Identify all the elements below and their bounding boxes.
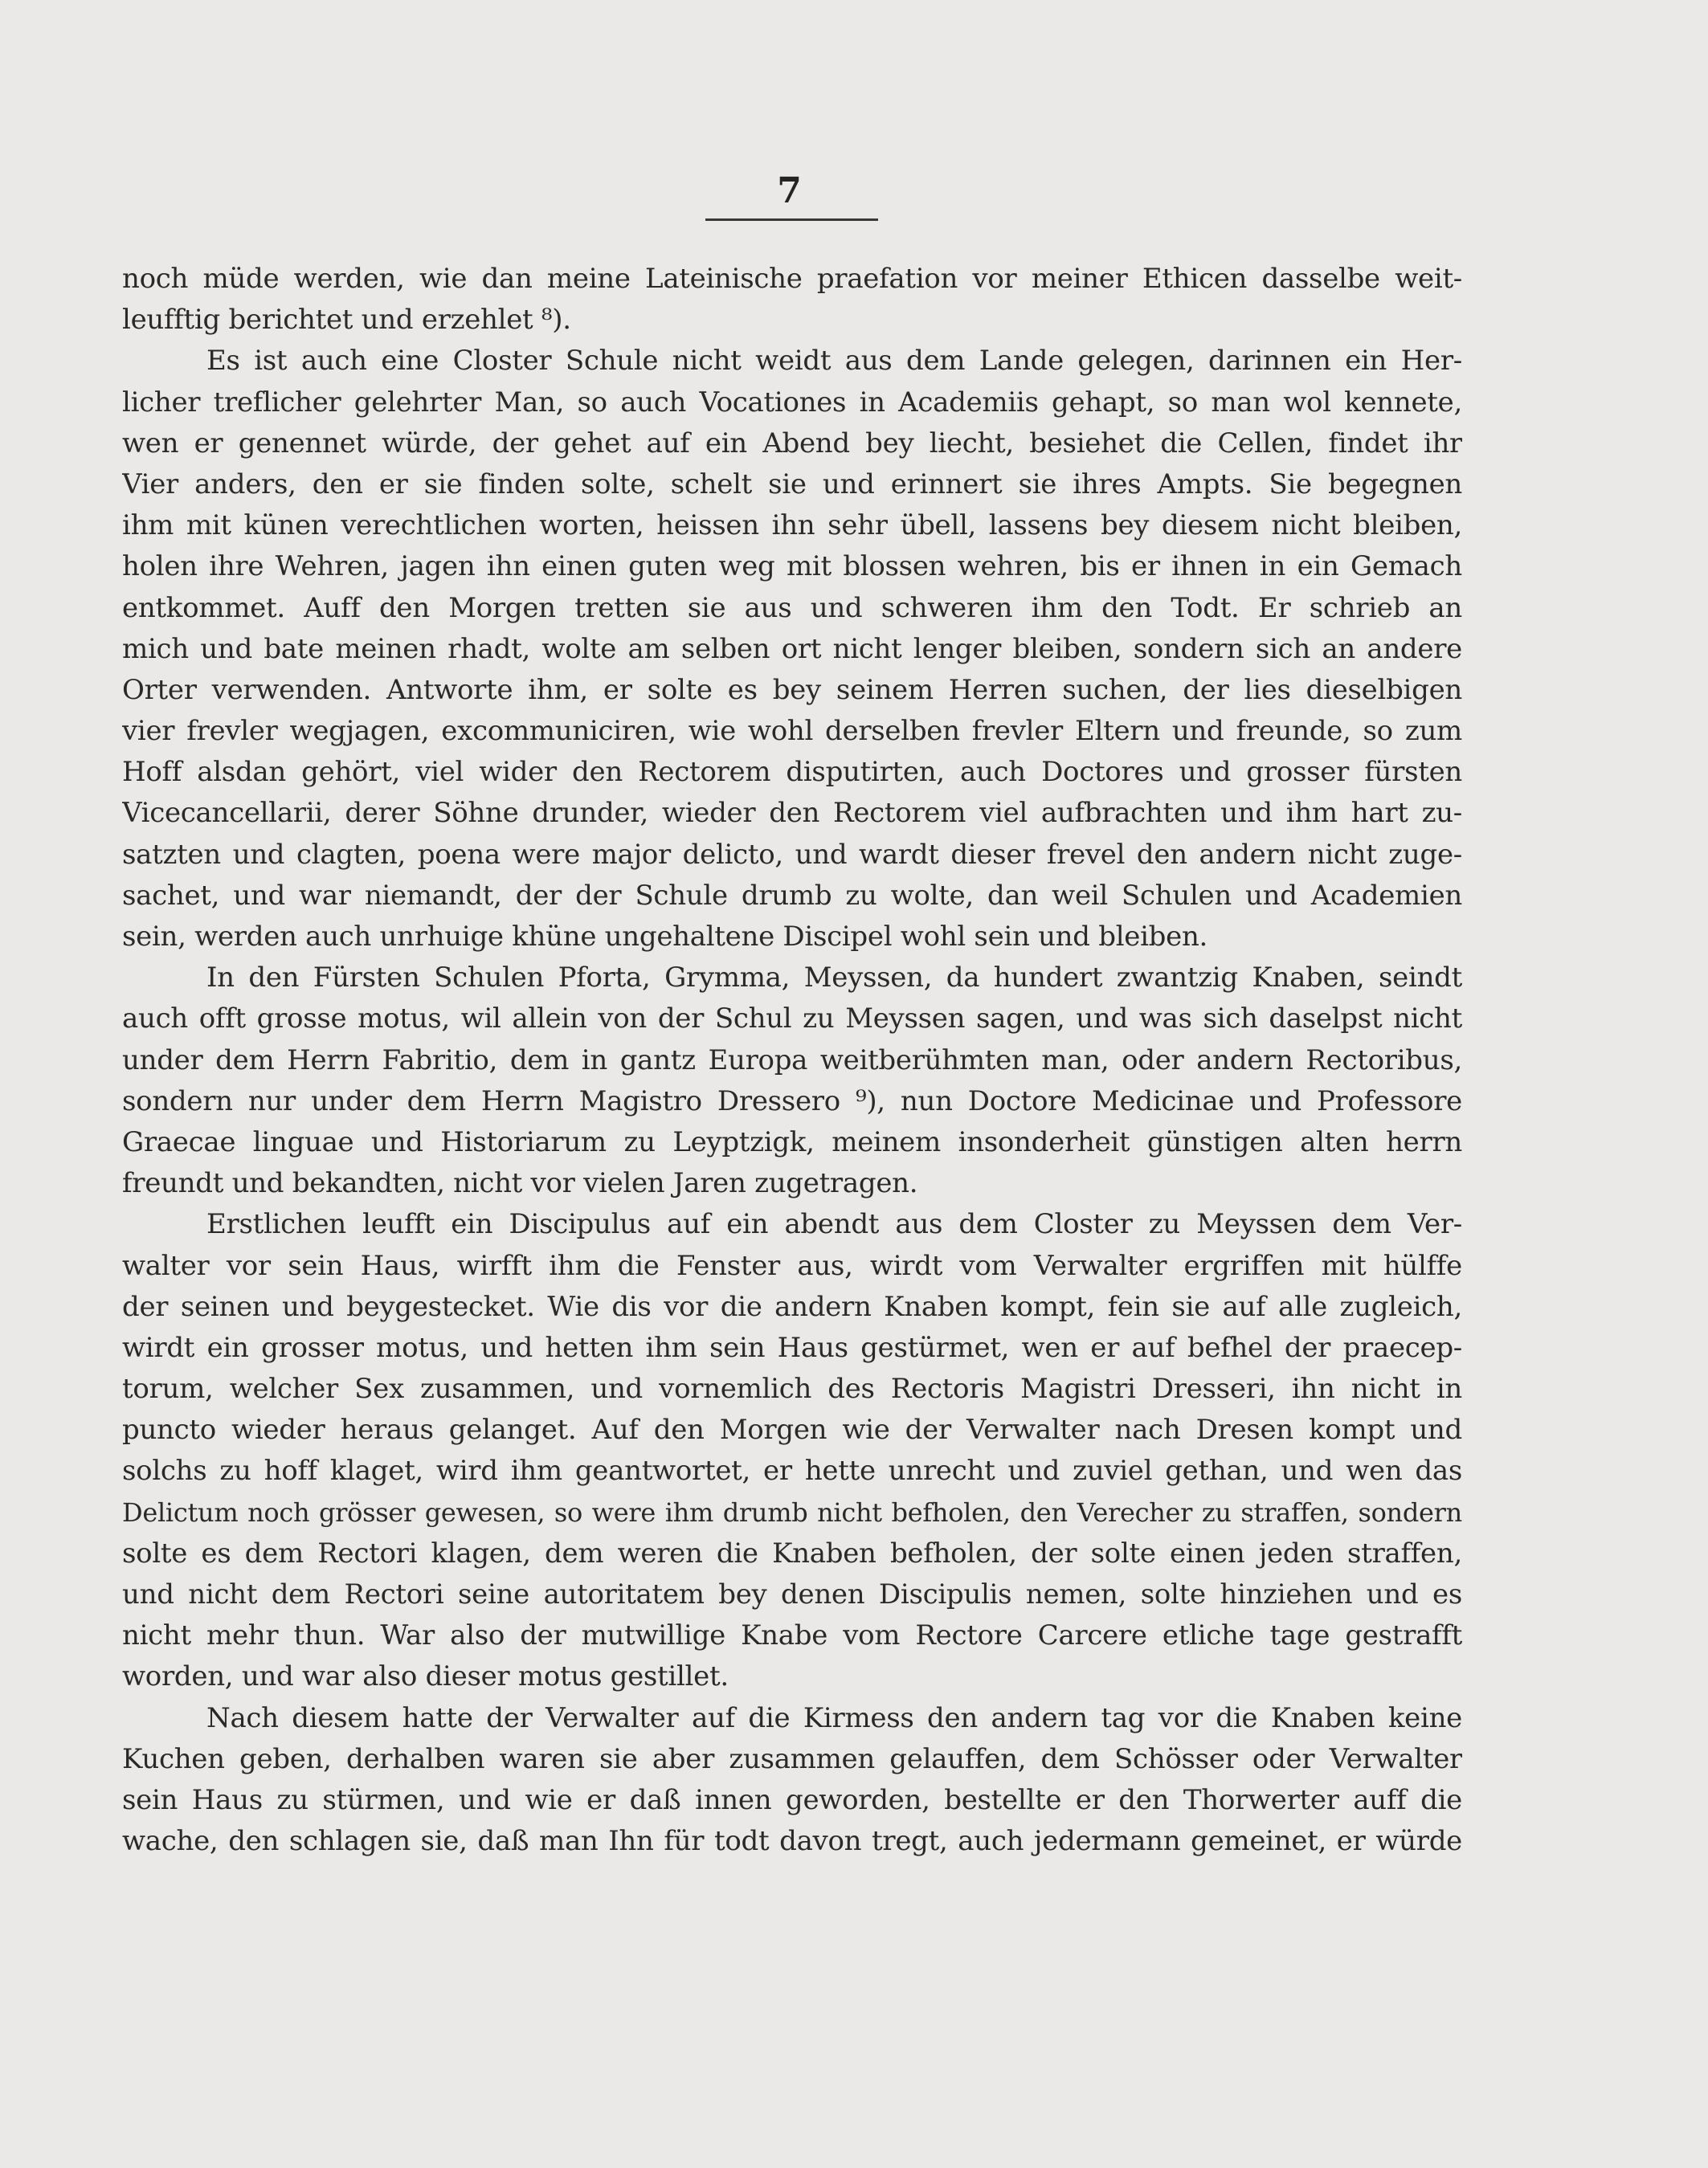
text-line: wirdt ein grosser motus, und hetten ihm sein Haus gestürmet, wen er auf befhel der praecep- xyxy=(122,1331,1462,1364)
text-line: Orter verwenden. Antworte ihm, er solte es bey seinem Herren suchen, der lies dieselbigen xyxy=(122,673,1462,706)
text-line: ihm mit künen verechtlichen worten, heissen ihn sehr übell, lassens bey diesem nicht bleiben, xyxy=(122,509,1462,542)
text-line: noch müde werden, wie dan meine Lateinische praefation vor meiner Ethicen dasselbe weit- xyxy=(122,263,1462,295)
text-line: leufftig berichtet und erzehlet ⁸). xyxy=(122,304,571,337)
text-line: satzten und clagten, poena were major delicto, und wardt dieser frevel den andern nicht zuge- xyxy=(122,838,1462,871)
text-line: Erstlichen leufft ein Discipulus auf ein abendt aus dem Closter zu Meyssen dem Ver- xyxy=(206,1208,1462,1241)
text-line: under dem Herrn Fabritio, dem in gantz Europa weitberühmten man, oder andern Rectoribus, xyxy=(122,1043,1462,1076)
text-line: walter vor sein Haus, wirfft ihm die Fenster aus, wirdt vom Verwalter ergriffen mit hülffe xyxy=(122,1249,1462,1282)
text-line: der seinen und beygestecket. Wie dis vor die andern Knaben kompt, fein sie auf alle zugleich, xyxy=(122,1290,1462,1323)
text-line: wache, den schlagen sie, daß man Ihn für todt davon tregt, auch jedermann gemeinet, er würde xyxy=(122,1825,1462,1858)
text-line: Vier anders, den er sie finden solte, schelt sie und erinnert sie ihres Ampts. Sie begegnen xyxy=(122,467,1462,500)
text-line: vier frevler wegjagen, excommuniciren, wie wohl derselben frevler Eltern und freunde, so zum xyxy=(122,715,1462,748)
text-line: auch offt grosse motus, wil allein von der Schul zu Meyssen sagen, und was sich daselpst nicht xyxy=(122,1002,1462,1035)
text-line: torum, welcher Sex zusammen, und vornemlich des Rectoris Magistri Dresseri, ihn nicht in xyxy=(122,1373,1462,1406)
text-line: sein, werden auch unrhuige khüne ungehaltene Discipel wohl sein und bleiben. xyxy=(122,921,1208,953)
text-line: nicht mehr thun. War also der mutwillige Knabe vom Rectore Carcere etliche tage gestrafft xyxy=(122,1619,1462,1652)
text-line: In den Fürsten Schulen Pforta, Grymma, Meyssen, da hundert zwantzig Knaben, seindt xyxy=(206,962,1462,994)
text-line: Nach diesem hatte der Verwalter auf die Kirmess den andern tag vor die Knaben keine xyxy=(206,1701,1462,1734)
header-rule xyxy=(705,218,878,221)
text-line: Hoff alsdan gehört, viel wider den Rectorem disputirten, auch Doctores und grosser fürsten xyxy=(122,756,1462,789)
text-line: entkommet. Auff den Morgen tretten sie aus und schweren ihm den Todt. Er schrieb an xyxy=(122,591,1462,624)
text-line: solchs zu hoff klaget, wird ihm geantwortet, er hette unrecht und zuviel gethan, und wen das xyxy=(122,1455,1462,1488)
text-line: mich und bate meinen rhadt, wolte am selben ort nicht lenger bleiben, sondern sich an andere xyxy=(122,632,1462,665)
text-line: solte es dem Rectori klagen, dem weren die Knaben befholen, der solte einen jeden straffen, xyxy=(122,1537,1462,1570)
body-text xyxy=(122,259,1462,1862)
text-line: sondern nur under dem Herrn Magistro Dressero ⁹), nun Doctore Medicinae und Professore xyxy=(122,1084,1462,1117)
text-line: Delictum noch grösser gewesen, so were ihm drumb nicht befholen, den Verecher zu straffen, sondern xyxy=(122,1496,1462,1528)
text-line: licher treflicher gelehrter Man, so auch Vocationes in Academiis gehapt, so man wol kennete, xyxy=(122,386,1462,418)
text-line: freundt und bekandten, nicht vor vielen Jaren zugetragen. xyxy=(122,1167,918,1200)
page-number: 7 xyxy=(777,170,802,211)
text-line: Kuchen geben, derhalben waren sie aber zusammen gelauffen, dem Schösser oder Verwalter xyxy=(122,1742,1462,1775)
text-line: sein Haus zu stürmen, und wie er daß innen geworden, bestellte er den Thorwerter auff die xyxy=(122,1783,1462,1816)
text-line: Es ist auch eine Closter Schule nicht weidt aus dem Lande gelegen, darinnen ein Her- xyxy=(206,345,1462,378)
text-line: worden, und war also dieser motus gestillet. xyxy=(122,1660,729,1693)
text-line: und nicht dem Rectori seine autoritatem bey denen Discipulis nemen, solte hinziehen und es xyxy=(122,1578,1462,1611)
text-line: Graecae linguae und Historiarum zu Leyptzigk, meinem insonderheit günstigen alten herrn xyxy=(122,1125,1462,1158)
text-line: sachet, und war niemandt, der der Schule drumb zu wolte, dan weil Schulen und Academien xyxy=(122,879,1462,912)
text-line: wen er genennet würde, der gehet auf ein Abend bey liecht, besiehet die Cellen, findet ihr xyxy=(122,427,1462,459)
text-line: Vicecancellarii, derer Söhne drunder, wieder den Rectorem viel aufbrachten und ihm hart zu- xyxy=(122,797,1462,830)
text-line: holen ihre Wehren, jagen ihn einen guten weg mit blossen wehren, bis er ihnen in ein Gemach xyxy=(122,550,1462,583)
text-line: puncto wieder heraus gelanget. Auf den Morgen wie der Verwalter nach Dresen kompt und xyxy=(122,1414,1462,1447)
